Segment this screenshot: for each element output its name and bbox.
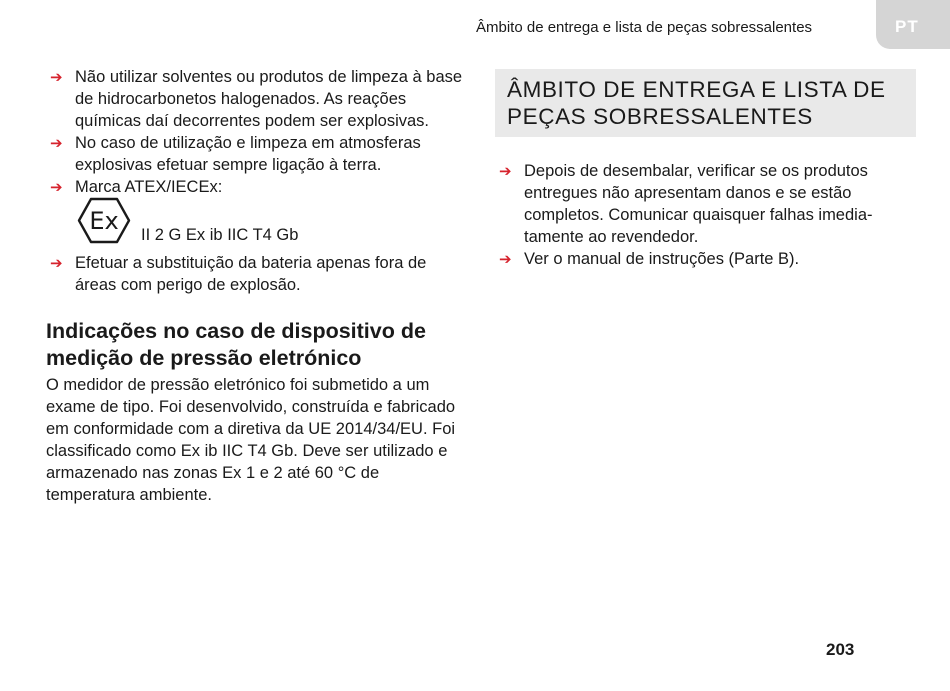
right-column <box>495 69 916 270</box>
arrow-right-icon: ➔ <box>50 134 63 152</box>
bullet-text: Marca ATEX/IECEx: <box>75 178 223 196</box>
section-heading: Indicações no caso de dispositivo de medição de pressão eletrónico <box>46 319 426 370</box>
arrow-right-icon: ➔ <box>50 178 63 196</box>
arrow-right-icon: ➔ <box>50 254 63 272</box>
list-item <box>495 160 916 248</box>
list-item <box>495 248 916 270</box>
ex-symbol-text: Ex <box>89 207 119 235</box>
bullet-text: Depois de desembalar, verificar se os produtos entregues não apresentam danos e se estão completos. Comunicar quaisquer falhas imediatamente ao revendedor. <box>524 162 873 246</box>
safety-bullet-list <box>46 66 468 198</box>
language-tab: PT <box>876 0 950 49</box>
atex-marking-text: II 2 G Ex ib IIC T4 Gb <box>141 226 299 244</box>
running-header-title: Âmbito de entrega e lista de peças sobressalentes <box>476 19 813 36</box>
page-number: 203 <box>826 640 855 659</box>
bullet-text: Não utilizar solventes ou produtos de limpeza à base de hidrocarbonetos halogenados. As reações químicas daí decorrentes podem ser explosivas. <box>75 68 463 130</box>
left-column <box>46 66 468 506</box>
list-item <box>46 132 468 176</box>
delivery-bullet-list <box>495 160 916 270</box>
bullet-text: No caso de utilização e limpeza em atmosferas explosivas efetuar sempre ligação à terra. <box>75 134 421 174</box>
list-item <box>46 66 468 132</box>
section-body: O medidor de pressão eletrónico foi submetido a um exame de tipo. Foi desenvolvido, construída e fabricado em conformidade com a diretiva da UE 2014/34/EU. Foi classificado como Ex ib IIC T4 Gb. Deve ser utilizado e armazenado nas zonas Ex 1 e 2 até 60 °C de temperatura ambiente. <box>46 376 456 504</box>
arrow-right-icon: ➔ <box>499 250 512 268</box>
chapter-heading-box <box>495 69 916 137</box>
atex-marking <box>46 198 468 252</box>
chapter-heading: ÂMBITO DE ENTREGA E LISTA DE PEÇAS SOBRESSALENTES <box>507 77 886 129</box>
list-item <box>46 252 468 296</box>
ex-hexagon-icon <box>77 197 131 244</box>
bullet-text: Ver o manual de instruções (Parte B). <box>524 250 800 268</box>
bullet-text: Efetuar a substituição da bateria apenas fora de áreas com perigo de explosão. <box>75 254 427 294</box>
arrow-right-icon: ➔ <box>50 68 63 86</box>
battery-bullet-list <box>46 252 468 296</box>
arrow-right-icon: ➔ <box>499 162 512 180</box>
list-item <box>46 176 468 198</box>
